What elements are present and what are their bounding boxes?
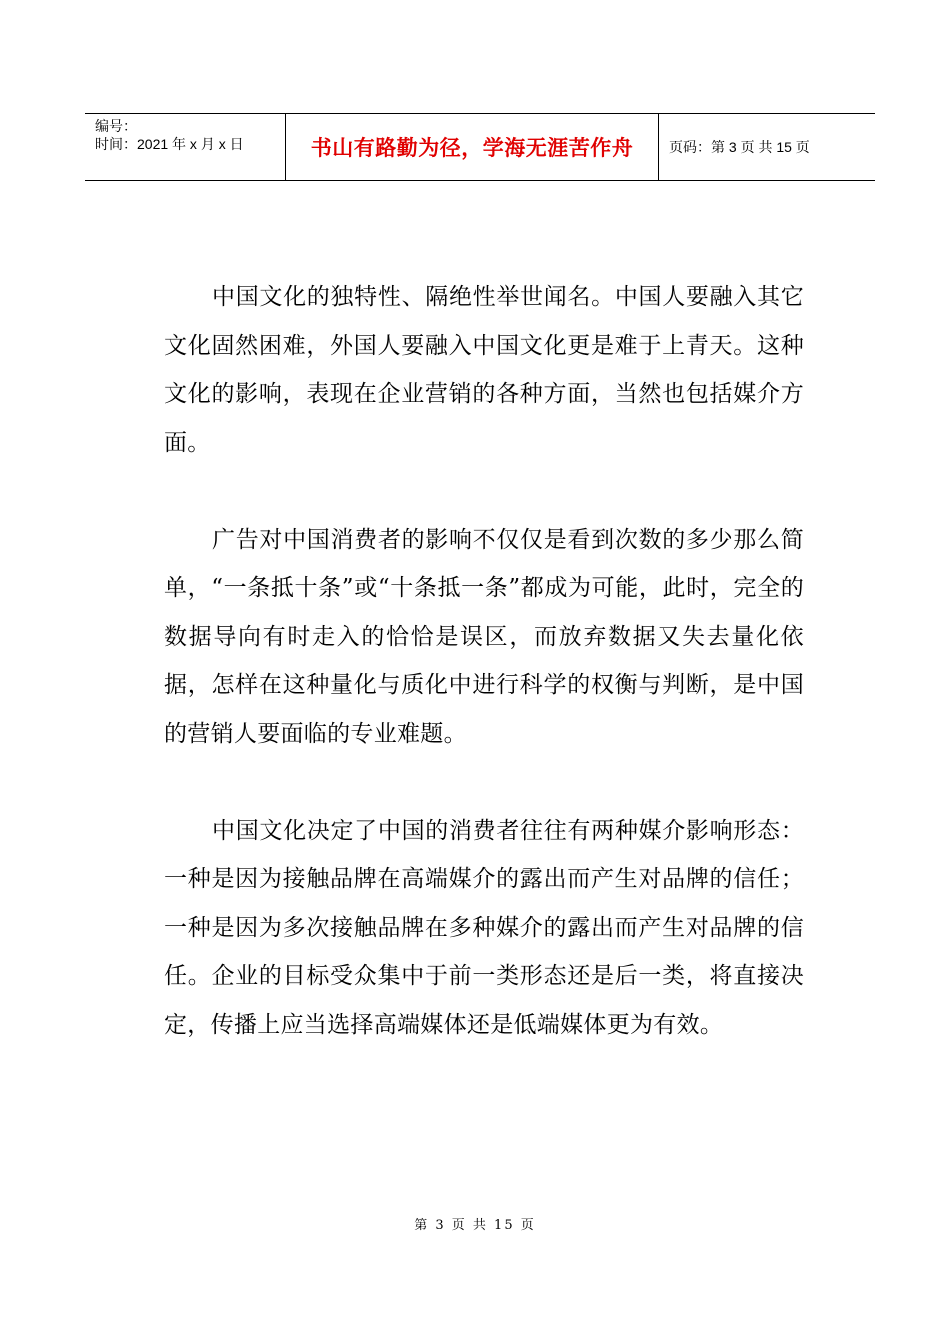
header-page-cell: [659, 114, 875, 180]
header-meta-cell: [85, 114, 285, 180]
header-motto: 书山有路勤为径，学海无涯苦作舟: [310, 136, 634, 160]
header-motto-cell: [285, 114, 659, 180]
document-body: [164, 273, 804, 1098]
page-header: [85, 113, 875, 181]
page-footer: 第 3 页 共 15 页: [414, 1218, 536, 1233]
header-page-info: 页码：第 3 页 共 15 页: [669, 139, 810, 155]
body-paragraph: 广告对中国消费者的影响不仅仅是看到次数的多少那么简单，“一条抵十条”或“十条抵一条”都成为可能，此时，完全的数据导向有时走入的恰恰是误区，而放弃数据又失去量化依据，怎样在这种量化与质化中进行科学的权衡与判断，是中国的营销人要面临的专业难题。: [164, 526, 804, 747]
body-paragraph: 中国文化决定了中国的消费者往往有两种媒介影响形态：一种是因为接触品牌在高端媒介的露出而产生对品牌的信任；一种是因为多次接触品牌在多种媒介的露出而产生对品牌的信任。企业的目标受众集中于前一类形态还是后一类，将直接决定，传播上应当选择高端媒体还是低端媒体更为有效。: [164, 817, 804, 1038]
body-paragraph: 中国文化的独特性、隔绝性举世闻名。中国人要融入其它文化固然困难，外国人要融入中国文化更是难于上青天。这种文化的影响，表现在企业营销的各种方面，当然也包括媒介方面。: [164, 284, 804, 456]
document-number-label: 编号：: [95, 118, 137, 134]
document-time-label: 时间：2021 年 x 月 x 日: [95, 136, 244, 152]
